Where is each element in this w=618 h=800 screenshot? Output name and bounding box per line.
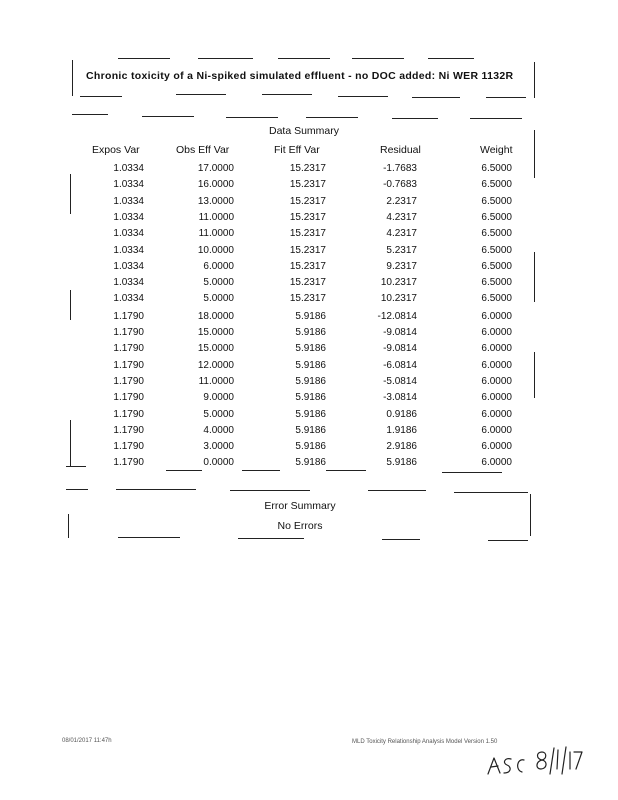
column-header-residual: Residual: [380, 144, 421, 156]
cell-residual: 2.9186: [386, 441, 417, 453]
error-box-top-rule: [368, 490, 426, 491]
data-summary-top-rule: [142, 116, 194, 117]
data-table-bottom-rule: [166, 470, 202, 471]
cell-obs-eff-var: 10.0000: [197, 244, 234, 256]
data-summary-top-rule: [392, 118, 438, 119]
cell-fit-eff-var: 15.2317: [289, 179, 326, 191]
column-header-fit-eff-var: Fit Eff Var: [274, 144, 320, 156]
cell-residual: 5.2317: [386, 244, 417, 256]
cell-expos-var: 1.1790: [113, 359, 144, 371]
table-row: [0, 196, 618, 212]
error-box-top-rule: [230, 490, 310, 491]
table-row: [0, 343, 618, 359]
cell-fit-eff-var: 5.9186: [295, 327, 326, 338]
column-header-expos-var: Expos Var: [92, 144, 140, 156]
data-summary-top-rule: [226, 117, 278, 118]
column-header-obs-eff-var: Obs Eff Var: [176, 144, 230, 156]
cell-expos-var: 1.1790: [113, 441, 144, 453]
cell-weight: 6.0000: [481, 441, 512, 453]
table-row: [0, 311, 618, 327]
cell-obs-eff-var: 15.0000: [197, 327, 234, 338]
cell-expos-var: 1.0334: [113, 163, 144, 174]
cell-expos-var: 1.0334: [113, 228, 144, 240]
cell-expos-var: 1.0334: [113, 260, 144, 272]
cell-residual: -0.7683: [383, 179, 417, 191]
table-row: [0, 441, 618, 457]
title-box-top-rule: [278, 58, 330, 59]
cell-expos-var: 1.0334: [113, 244, 144, 256]
table-row: [0, 392, 618, 408]
footer-timestamp: 08/01/2017 11:47h: [62, 738, 112, 744]
cell-expos-var: 1.1790: [113, 424, 144, 436]
table-row: [0, 425, 618, 441]
cell-weight: 6.5000: [481, 260, 512, 272]
cell-expos-var: 1.1790: [113, 392, 144, 404]
cell-expos-var: 1.0334: [113, 195, 144, 207]
table-row: [0, 327, 618, 343]
cell-obs-eff-var: 18.0000: [197, 310, 234, 322]
cell-residual: -12.0814: [377, 310, 417, 322]
cell-residual: -3.0814: [383, 392, 417, 404]
data-summary-top-rule: [72, 114, 108, 115]
table-row: [0, 376, 618, 392]
cell-expos-var: 1.0334: [113, 211, 144, 223]
table-row: [0, 293, 618, 309]
table-row: [0, 179, 618, 195]
cell-expos-var: 1.0334: [113, 277, 144, 289]
footer-software-version: MLD Toxicity Relationship Analysis Model Version 1.50: [352, 739, 498, 745]
cell-weight: 6.5000: [481, 179, 512, 191]
cell-residual: 10.2317: [380, 277, 417, 289]
cell-obs-eff-var: 5.0000: [203, 293, 234, 305]
error-box-top-rule: [116, 489, 196, 490]
cell-expos-var: 1.1790: [113, 457, 144, 469]
cell-obs-eff-var: 5.0000: [203, 277, 234, 289]
cell-weight: 6.0000: [481, 359, 512, 371]
cell-fit-eff-var: 5.9186: [295, 408, 326, 420]
cell-obs-eff-var: 17.0000: [197, 163, 234, 174]
title-box-bottom-rule: [412, 97, 460, 98]
cell-expos-var: 1.1790: [113, 310, 144, 322]
handwritten-signature: [486, 744, 586, 782]
table-row: [0, 245, 618, 261]
error-box-top-rule: [66, 489, 88, 490]
cell-expos-var: 1.1790: [113, 343, 144, 355]
cell-expos-var: 1.1790: [113, 327, 144, 338]
cell-obs-eff-var: 16.0000: [197, 179, 234, 191]
data-summary-heading: Data Summary: [268, 125, 340, 137]
title-box-bottom-rule: [486, 97, 526, 98]
cell-residual: -9.0814: [383, 343, 417, 355]
title-box-bottom-rule: [80, 96, 122, 97]
cell-fit-eff-var: 15.2317: [289, 293, 326, 305]
cell-expos-var: 1.0334: [113, 293, 144, 305]
cell-weight: 6.5000: [481, 277, 512, 289]
cell-weight: 6.0000: [481, 343, 512, 355]
cell-weight: 6.5000: [481, 211, 512, 223]
error-summary-message: No Errors: [277, 520, 323, 532]
cell-residual: 10.2317: [380, 293, 417, 305]
cell-obs-eff-var: 11.0000: [198, 375, 234, 387]
table-row: [0, 409, 618, 425]
cell-residual: 0.9186: [386, 408, 417, 420]
cell-weight: 6.0000: [481, 392, 512, 404]
error-summary-heading: Error Summary: [264, 500, 336, 512]
cell-residual: -1.7683: [383, 163, 417, 174]
cell-fit-eff-var: 15.2317: [289, 277, 326, 289]
report-title: Chronic toxicity of a Ni-spiked simulated effluent - no DOC added: Ni WER 1132R: [86, 70, 514, 82]
cell-residual: 9.2317: [386, 260, 417, 272]
cell-residual: 4.2317: [386, 228, 417, 240]
cell-residual: 5.9186: [386, 457, 417, 469]
table-row: [0, 212, 618, 228]
cell-fit-eff-var: 15.2317: [289, 195, 326, 207]
error-box-bottom-rule: [238, 538, 304, 539]
cell-weight: 6.5000: [481, 195, 512, 207]
cell-expos-var: 1.1790: [113, 375, 144, 387]
table-row: [0, 457, 618, 473]
cell-weight: 6.5000: [481, 293, 512, 305]
cell-obs-eff-var: 11.0000: [198, 211, 234, 223]
error-box-right-rule: [530, 494, 531, 536]
title-box-bottom-rule: [176, 94, 226, 95]
cell-fit-eff-var: 5.9186: [295, 424, 326, 436]
cell-fit-eff-var: 5.9186: [295, 343, 326, 355]
table-row: [0, 360, 618, 376]
cell-fit-eff-var: 15.2317: [289, 228, 326, 240]
title-box-top-rule: [352, 58, 404, 59]
error-box-bottom-rule: [118, 537, 180, 538]
table-row: [0, 228, 618, 244]
cell-residual: -9.0814: [383, 327, 417, 338]
cell-obs-eff-var: 9.0000: [203, 392, 234, 404]
cell-obs-eff-var: 11.0000: [198, 228, 234, 240]
cell-obs-eff-var: 6.0000: [203, 260, 234, 272]
cell-fit-eff-var: 15.2317: [289, 244, 326, 256]
title-box-bottom-rule: [262, 94, 312, 95]
cell-fit-eff-var: 5.9186: [295, 310, 326, 322]
cell-fit-eff-var: 15.2317: [289, 211, 326, 223]
cell-obs-eff-var: 4.0000: [203, 424, 234, 436]
cell-residual: -6.0814: [383, 359, 417, 371]
cell-weight: 6.0000: [481, 327, 512, 338]
cell-weight: 6.0000: [481, 310, 512, 322]
cell-weight: 6.5000: [481, 244, 512, 256]
cell-residual: 1.9186: [386, 424, 417, 436]
error-box-bottom-rule: [488, 540, 528, 541]
data-table-bottom-rule: [326, 470, 366, 471]
cell-residual: -5.0814: [383, 375, 417, 387]
cell-fit-eff-var: 5.9186: [295, 375, 326, 387]
cell-fit-eff-var: 15.2317: [289, 260, 326, 272]
column-header-weight: Weight: [480, 144, 513, 156]
data-summary-top-rule: [306, 117, 358, 118]
cell-obs-eff-var: 13.0000: [197, 195, 234, 207]
cell-fit-eff-var: 5.9186: [295, 441, 326, 453]
cell-obs-eff-var: 0.0000: [203, 457, 234, 469]
cell-weight: 6.5000: [481, 163, 512, 174]
data-table-bottom-rule: [66, 466, 86, 467]
table-row: [0, 261, 618, 277]
cell-weight: 6.0000: [481, 424, 512, 436]
cell-obs-eff-var: 5.0000: [203, 408, 234, 420]
cell-residual: 2.2317: [386, 195, 417, 207]
cell-fit-eff-var: 5.9186: [295, 392, 326, 404]
data-table-bottom-rule: [442, 472, 502, 473]
cell-residual: 4.2317: [386, 211, 417, 223]
cell-fit-eff-var: 5.9186: [295, 359, 326, 371]
error-box-top-rule: [454, 492, 528, 493]
error-box-left-rule: [68, 514, 69, 538]
cell-weight: 6.0000: [481, 375, 512, 387]
title-box-top-rule: [118, 58, 170, 59]
cell-obs-eff-var: 12.0000: [197, 359, 234, 371]
cell-expos-var: 1.1790: [113, 408, 144, 420]
cell-weight: 6.5000: [481, 228, 512, 240]
table-row: [0, 277, 618, 293]
cell-fit-eff-var: 5.9186: [295, 457, 326, 469]
table-row: [0, 163, 618, 179]
title-box-top-rule: [198, 58, 253, 59]
title-box-left-rule: [72, 60, 73, 96]
cell-expos-var: 1.0334: [113, 179, 144, 191]
cell-obs-eff-var: 15.0000: [197, 343, 234, 355]
cell-weight: 6.0000: [481, 408, 512, 420]
cell-obs-eff-var: 3.0000: [203, 441, 234, 453]
data-table-bottom-rule: [242, 470, 280, 471]
cell-fit-eff-var: 15.2317: [289, 163, 326, 174]
error-box-bottom-rule: [382, 539, 420, 540]
title-box-top-rule: [428, 58, 474, 59]
title-box-bottom-rule: [338, 96, 388, 97]
data-summary-top-rule: [470, 118, 522, 119]
cell-weight: 6.0000: [481, 457, 512, 469]
